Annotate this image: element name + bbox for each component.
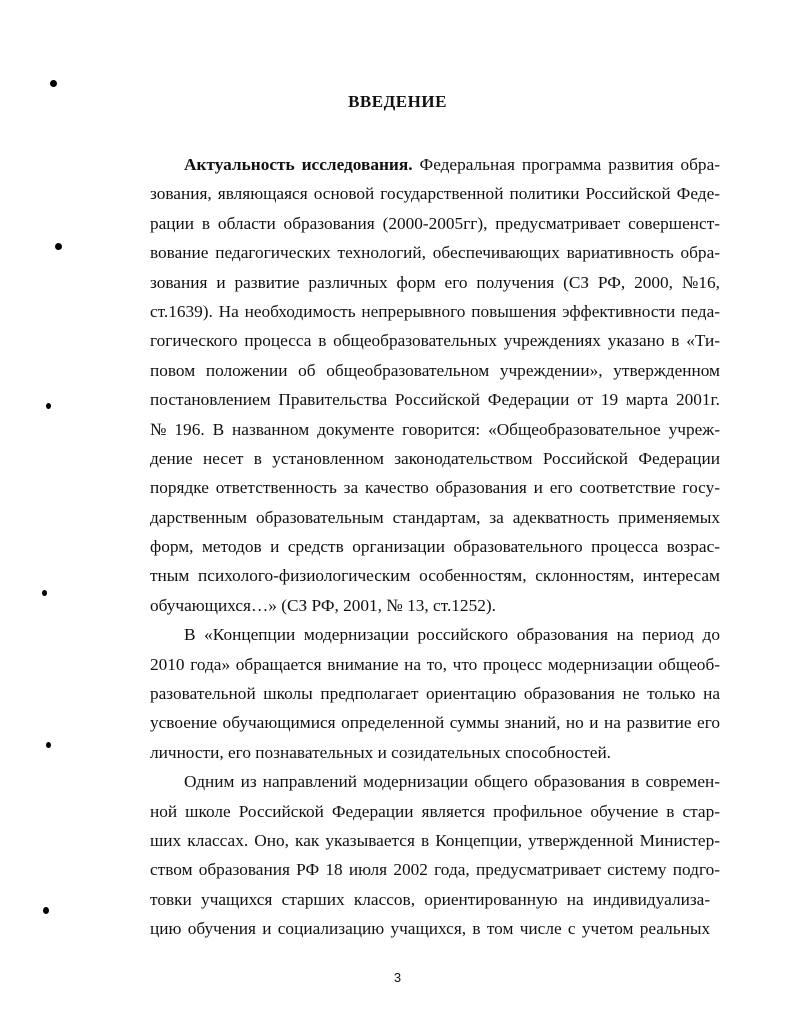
margin-dot <box>43 907 49 914</box>
text-line: дарственным образовательным стандартам, за адекватность применяемых <box>150 507 720 527</box>
text-line: рации в области образования (2000-2005гг), предусматривает совершенст- <box>150 213 720 233</box>
text-line: Одним из направлений модернизации общего образования в современ- <box>184 772 720 792</box>
margin-dot <box>42 590 47 596</box>
margin-dot <box>46 403 51 409</box>
text-line: усвоение обучающимися определенной суммы знаний, но и на развитие его <box>150 713 720 733</box>
body-text <box>150 150 720 944</box>
text-line <box>150 150 720 179</box>
text-fragment: Федеральная программа развития обра- <box>412 155 720 174</box>
text-line: обучающихся…» (СЗ РФ, 2001, № 13, ст.1252). <box>150 595 496 615</box>
margin-dot <box>55 243 62 250</box>
text-line: дение несет в установленном законодательством Российской Федерации <box>150 448 720 468</box>
text-line: гогического процесса в общеобразовательных учреждениях указано в «Ти- <box>150 331 720 351</box>
text-line: ших классах. Оно, как указывается в Концепции, утвержденной Министер- <box>150 830 720 850</box>
text-line: зования и развитие различных форм его получения (СЗ РФ, 2000, №16, <box>150 272 720 292</box>
text-line: цию обучения и социализацию учащихся, в том числе с учетом реальных <box>150 919 711 939</box>
text-line: тным психолого-физиологическим особенностям, склонностям, интересам <box>150 566 720 586</box>
text-line: постановлением Правительства Российской Федерации от 19 марта 2001г. <box>150 390 720 410</box>
text-line: товки учащихся старших классов, ориентированную на индивидуализа- <box>150 889 711 909</box>
text-line: порядке ответственность за качество образования и его соответствие госу- <box>150 478 720 498</box>
margin-dot <box>50 80 57 87</box>
text-line: личности, его познавательных и созидательных способностей. <box>150 742 612 762</box>
text-line: разовательной школы предполагает ориентацию образования не только на <box>150 684 720 704</box>
text-line: 2010 года» обращается внимание на то, что процесс модернизации общеоб- <box>150 654 720 674</box>
margin-dot <box>46 742 51 748</box>
text-line: ст.1639). На необходимость непрерывного повышения эффективности педа- <box>150 301 720 321</box>
page-title: ВВЕДЕНИЕ <box>348 92 447 111</box>
text-line: вование педагогических технологий, обеспечивающих вариативность обра- <box>150 243 720 263</box>
text-line: № 196. В названном документе говорится: «Общеобразовательное учреж- <box>150 419 720 439</box>
text-line: форм, методов и средств организации образовательного процесса возрас- <box>150 537 720 557</box>
text-line: ной школе Российской Федерации является профильное обучение в стар- <box>150 801 720 821</box>
lead-heading: Актуальность исследования. <box>184 155 413 174</box>
text-line: ством образования РФ 18 июля 2002 года, предусматривает систему подго- <box>150 860 720 880</box>
page-number: 3 <box>393 970 402 985</box>
text-line: В «Концепции модернизации российского образования на период до <box>184 625 720 645</box>
text-line: зования, являющаяся основой государственной политики Российской Феде- <box>150 184 720 204</box>
text-line: повом положении об общеобразовательном учреждении», утвержденном <box>150 360 720 380</box>
